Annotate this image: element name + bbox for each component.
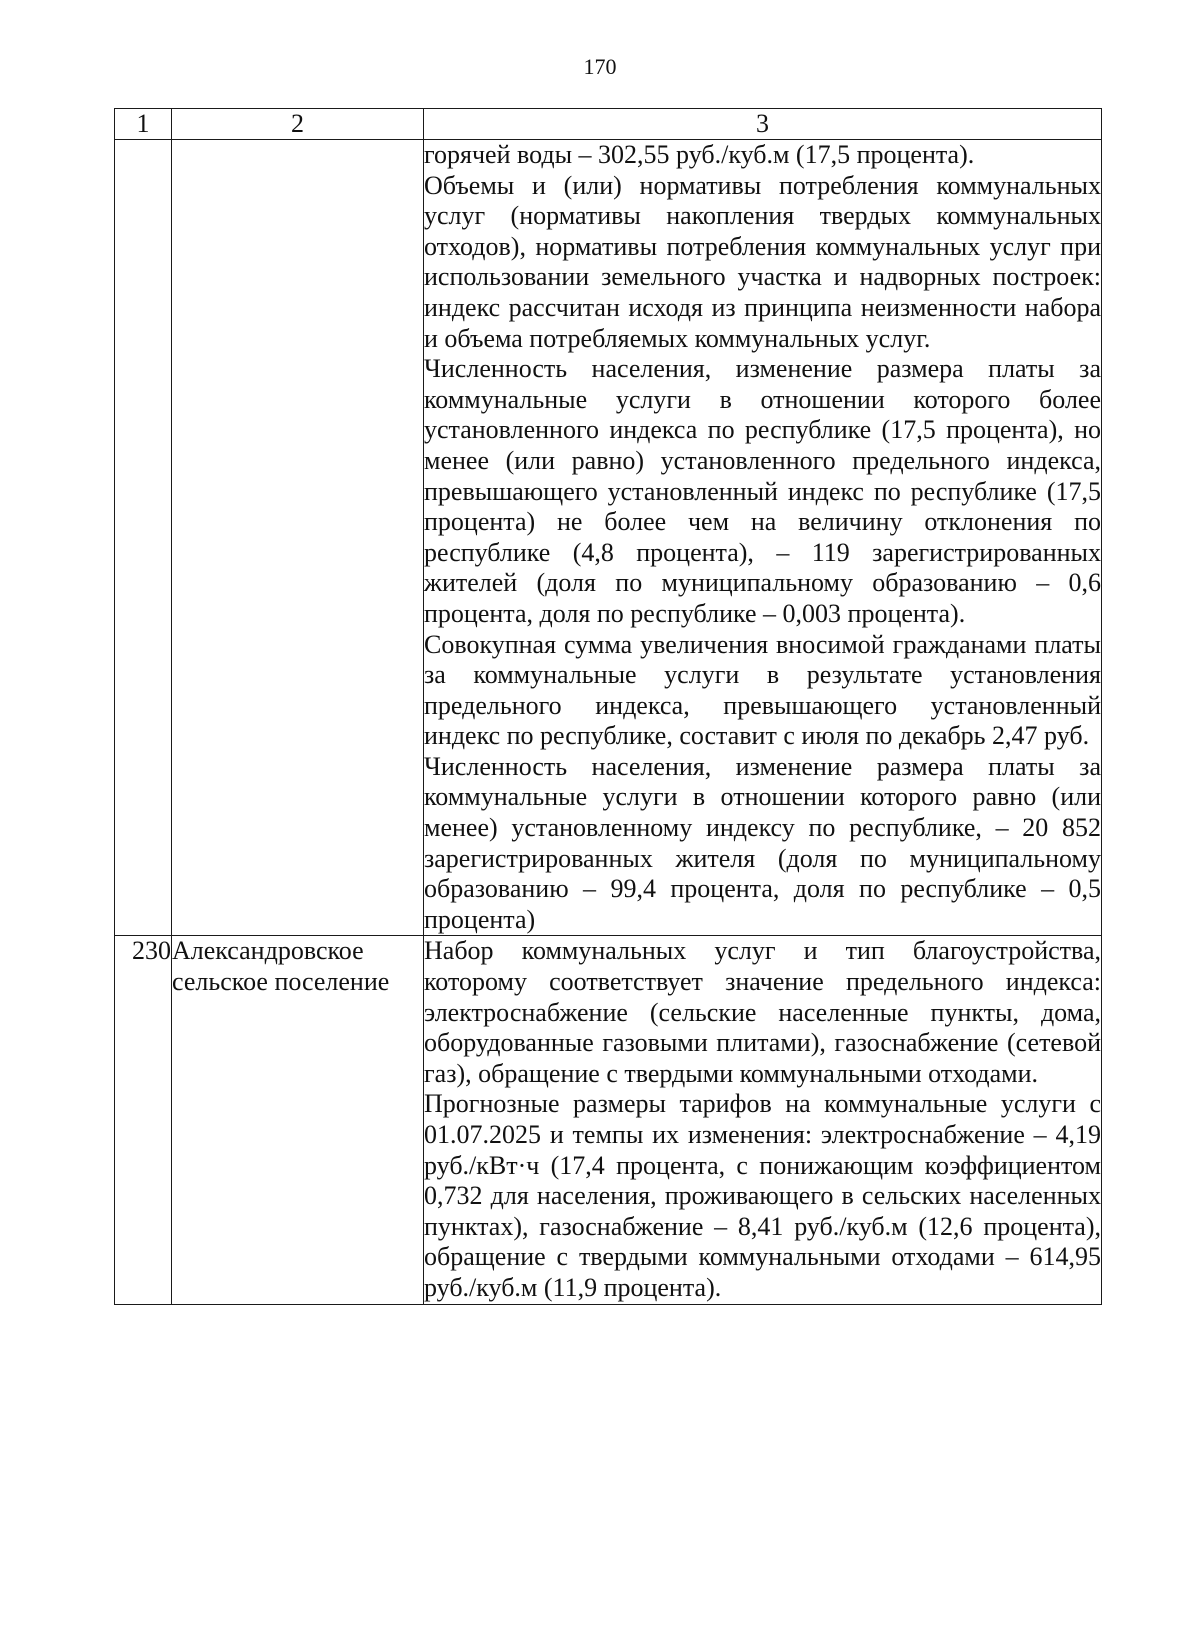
- column-header-1: 1: [115, 109, 172, 140]
- table-row: [115, 140, 1102, 936]
- description-paragraph: Прогнозные размеры тарифов на коммунальные услуги с 01.07.2025 и темпы их изменения: электроснабжение – 4,19 руб./кВт·ч (17,4 процента, с понижающим коэффициентом 0,732 для населения, проживающего в сельских населенных пунктах), газоснабжение – 8,41 руб./куб.м (12,6 процента), обращение с твердыми коммунальными отходами – 614,95 руб./куб.м (11,9 процента).: [424, 1089, 1101, 1302]
- description-paragraph: Объемы и (или) нормативы потребления коммунальных услуг (нормативы накопления твердых коммунальных отходов), нормативы потребления коммунальных услуг при использовании земельного участка и надворных построек: индекс рассчитан исходя из принципа неизменности набора и объема потребляемых коммунальных услуг.: [424, 170, 1101, 353]
- table-header-row: [115, 109, 1102, 140]
- settlement-name-cell: [172, 140, 424, 936]
- description-cell: [424, 936, 1102, 1304]
- column-header-3: 3: [424, 109, 1102, 140]
- page-number: 170: [583, 54, 617, 79]
- tariff-table: [114, 108, 1102, 1305]
- row-number-cell: 230: [115, 936, 172, 1304]
- description-paragraph: Набор коммунальных услуг и тип благоустройства, которому соответствует значение предельного индекса: электроснабжение (сельские населенные пункты, дома, оборудованные газовыми плитами), газоснабжение (сетевой газ), обращение с твердыми коммунальными отходами.: [424, 936, 1101, 1088]
- description-paragraph: Численность населения, изменение размера платы за коммунальные услуги в отношении которого более установленного индекса по республике (17,5 процента), но менее (или равно) установленного предельного индекса, превышающего установленный индекс по республике (17,5 процента) не более чем на величину отклонения по республике (4,8 процента), – 119 зарегистрированных жителей (доля по муниципальному образованию – 0,6 процента, доля по республике – 0,003 процента).: [424, 354, 1101, 628]
- description-cell: [424, 140, 1102, 936]
- row-number-cell: [115, 140, 172, 936]
- description-paragraph: Совокупная сумма увеличения вносимой гражданами платы за коммунальные услуги в результате установления предельного индекса, превышающего установленный индекс по республике, составит с июля по декабрь 2,47 руб.: [424, 629, 1101, 751]
- description-paragraph: горячей воды – 302,55 руб./куб.м (17,5 процента).: [424, 140, 975, 169]
- description-paragraph: Численность населения, изменение размера платы за коммунальные услуги в отношении которого равно (или менее) установленному индексу по республике, – 20 852 зарегистрированных жителя (доля по муниципальному образованию – 99,4 процента, доля по республике – 0,5 процента): [424, 751, 1101, 934]
- column-header-2: 2: [172, 109, 424, 140]
- table-row: [115, 936, 1102, 1304]
- settlement-name-cell: Александровское сельское поселение: [172, 936, 424, 1304]
